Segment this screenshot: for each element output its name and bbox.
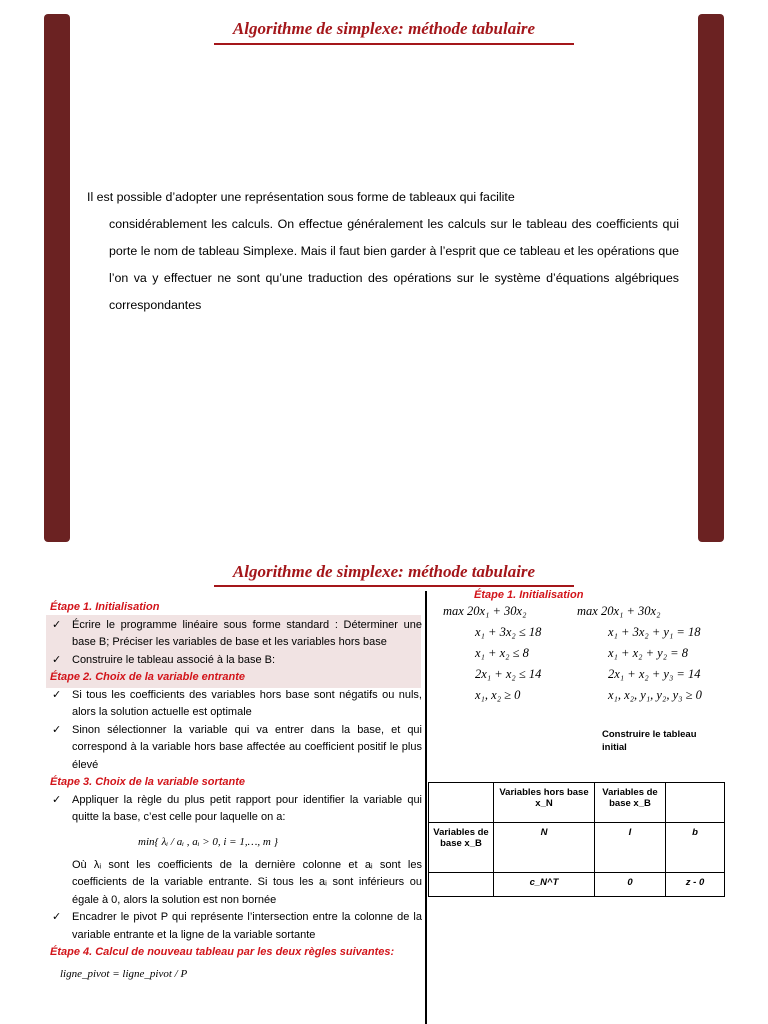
- step2-item: ✓ Sinon sélectionner la variable qui va entrer dans la base, et qui correspond à la variable hors base affectée au coefficient positif le plus élevé: [52, 723, 422, 771]
- table-cell: N: [494, 823, 595, 873]
- slide2-title: Algorithme de simplexe: méthode tabulaire: [232, 562, 536, 581]
- table-cell: I: [595, 823, 666, 873]
- constraint-row: x₁ + 3x₂ ≤ 18: [475, 625, 542, 639]
- paragraph-first-line: Il est possible d’adopter une représentation sous forme de tableaux qui facilite: [87, 190, 515, 204]
- table-cell: c_N^T: [494, 873, 595, 897]
- simplex-initial-table: [428, 782, 725, 897]
- table-caption: Construire le tableau initial: [602, 729, 697, 753]
- step3-item: ✓ Appliquer la règle du plus petit rapport pour identifier la variable qui quitte la base, c’est celle pour laquelle on a:: [52, 793, 422, 823]
- step2-item: ✓ Si tous les coefficients des variables hors base sont négatifs ou nuls, alors la solution actuelle est optimale: [52, 688, 422, 718]
- step4-heading: Étape 4. Calcul de nouveau tableau par les deux règles suivantes:: [50, 946, 395, 958]
- table-cell: z - 0: [666, 873, 725, 897]
- check-icon: ✓: [52, 653, 62, 666]
- nonneg-row: x₁, x₂, y₁, y₂, y₃ ≥ 0: [608, 688, 702, 702]
- step1-heading: Étape 1. Initialisation: [50, 601, 160, 613]
- left-decorative-bar: [44, 14, 70, 542]
- constraint-row: 2x₁ + x₂ + y₃ = 14: [608, 667, 701, 681]
- slide1-title-underline: [214, 43, 574, 45]
- table-cell: 0: [595, 873, 666, 897]
- step3-heading: Étape 3. Choix de la variable sortante: [50, 776, 246, 788]
- objective-row: max 20x₁ + 30x₂: [577, 604, 661, 618]
- step3-item: ✓ Encadrer le pivot P qui représente l’intersection entre la colonne de la variable entrante et la ligne de la variable sortante: [52, 911, 422, 941]
- objective-row: max 20x₁ + 30x₂: [443, 604, 527, 618]
- right-decorative-bar: [698, 14, 724, 542]
- column-divider: [425, 591, 427, 1024]
- pivot-row-formula: ligne_pivot = ligne_pivot / P: [60, 967, 188, 980]
- constraint-row: x₁ + x₂ + y₂ = 8: [608, 646, 688, 660]
- step1-item: ✓ Écrire le programme linéaire sous forme standard : Déterminer une base B; Préciser les variables de base et les variables hors base: [52, 618, 422, 648]
- slide1-paragraph: [87, 184, 679, 319]
- constraint-row: x₁ + x₂ ≤ 8: [475, 646, 529, 660]
- slide2-title-underline: [214, 585, 574, 587]
- check-icon: ✓: [52, 793, 62, 806]
- table-header-cell: Variables de base x_B: [595, 783, 666, 823]
- constraint-row: x₁ + 3x₂ + y₁ = 18: [608, 625, 701, 639]
- constraint-row: 2x₁ + x₂ ≤ 14: [475, 667, 542, 681]
- step2-heading: Étape 2. Choix de la variable entrante: [50, 671, 246, 683]
- paragraph-body: considérablement les calculs. On effectue généralement les calculs sur le tableau des coefficients qui porte le nom de tableau Simplexe. Mais il faut bien garder à l’esprit que ce tableau et les opérations que l’on va y effectuer ne sont qu’une traduction des opérations sur le système d’équations algébriques correspondantes: [109, 217, 679, 312]
- table-cell: b: [666, 823, 725, 873]
- right-step1-heading: Étape 1. Initialisation: [474, 589, 584, 601]
- step3-note: Où λᵢ sont les coefficients de la dernière colonne et aᵢ sont les coefficients de la variable entrante. Si tous les aᵢ sont inférieurs ou égale à 0, alors la solution est non bornée: [72, 858, 422, 906]
- table-header-cell: [666, 783, 725, 823]
- nonneg-row: x₁, x₂ ≥ 0: [475, 688, 521, 702]
- check-icon: ✓: [52, 911, 62, 923]
- table-row-label: [429, 873, 494, 897]
- check-icon: ✓: [52, 688, 62, 701]
- table-header-cell: Variables hors base x_N: [494, 783, 595, 823]
- step1-item: ✓ Construire le tableau associé à la base B:: [50, 652, 422, 670]
- table-row-label: Variables de base x_B: [429, 823, 494, 873]
- check-icon: ✓: [52, 618, 62, 631]
- slide1-title: Algorithme de simplexe: méthode tabulaire: [232, 19, 536, 38]
- left-column: [50, 599, 422, 983]
- table-corner-cell: [429, 783, 494, 823]
- min-ratio-formula: min{ λᵢ / aᵢ , aᵢ > 0, i = 1,…, m }: [138, 835, 278, 848]
- check-icon: ✓: [52, 723, 62, 736]
